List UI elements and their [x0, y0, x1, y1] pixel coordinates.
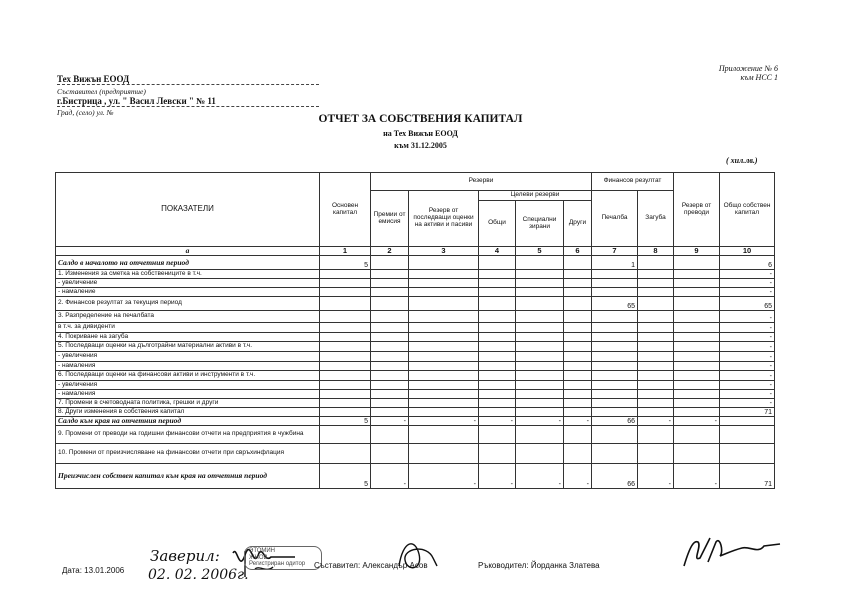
row-cell	[720, 417, 775, 426]
row-label: - увеличения	[56, 352, 320, 362]
row-cell	[674, 444, 720, 464]
row-cell: -	[564, 464, 592, 489]
table-row	[56, 390, 775, 399]
row-cell	[564, 444, 592, 464]
row-cell	[479, 381, 516, 390]
table-row	[56, 426, 775, 444]
row-cell: 5	[320, 256, 371, 270]
equity-report-table	[55, 172, 775, 489]
row-cell: -	[720, 270, 775, 279]
row-cell	[516, 426, 564, 444]
row-cell	[638, 390, 674, 399]
row-cell	[479, 311, 516, 323]
head-signature-icon	[680, 532, 790, 572]
row-cell	[638, 444, 674, 464]
row-cell	[479, 371, 516, 381]
row-cell	[638, 426, 674, 444]
row-cell	[479, 408, 516, 417]
row-cell	[320, 362, 371, 371]
row-cell	[371, 352, 409, 362]
row-cell	[564, 371, 592, 381]
row-label: 3. Разпределение на печалбата	[56, 311, 320, 323]
row-cell	[409, 371, 479, 381]
row-label: - увеличение	[56, 279, 320, 288]
row-cell: -	[409, 464, 479, 489]
annex-line-2: към НСС 1	[740, 73, 778, 82]
row-cell	[592, 371, 638, 381]
row-cell	[409, 279, 479, 288]
row-cell	[674, 270, 720, 279]
row-cell	[592, 352, 638, 362]
row-cell	[564, 399, 592, 408]
row-cell	[409, 323, 479, 333]
row-cell	[516, 270, 564, 279]
row-cell	[479, 426, 516, 444]
row-cell	[638, 352, 674, 362]
row-cell	[674, 288, 720, 297]
header-loss: Загуба	[638, 191, 674, 247]
row-cell	[674, 333, 720, 342]
row-cell	[371, 408, 409, 417]
row-cell: 71	[720, 408, 775, 417]
row-cell: -	[674, 417, 720, 426]
header-premium: Премии от емисия	[371, 191, 409, 247]
row-cell	[516, 444, 564, 464]
row-cell	[371, 270, 409, 279]
table-row	[56, 279, 775, 288]
row-cell	[674, 352, 720, 362]
row-cell	[516, 399, 564, 408]
row-cell	[638, 311, 674, 323]
row-cell	[720, 426, 775, 444]
stamp-line-1: ЭТОМИН	[249, 548, 276, 554]
row-cell	[516, 381, 564, 390]
row-label: - намаления	[56, 390, 320, 399]
row-cell	[320, 399, 371, 408]
row-cell	[320, 444, 371, 464]
row-cell	[674, 426, 720, 444]
row-cell	[479, 323, 516, 333]
row-label: 6. Последващи оценки на финансови активи и инструменти в т.ч.	[56, 371, 320, 381]
row-cell	[320, 408, 371, 417]
row-cell	[479, 352, 516, 362]
row-cell	[638, 270, 674, 279]
col-num: 6	[564, 247, 592, 256]
row-cell	[479, 270, 516, 279]
row-cell	[638, 408, 674, 417]
row-cell	[564, 288, 592, 297]
row-cell	[479, 342, 516, 352]
row-cell: 1	[592, 256, 638, 270]
row-cell	[409, 444, 479, 464]
row-cell	[592, 390, 638, 399]
row-label: 8. Други изменения в собствения капитал	[56, 408, 320, 417]
row-cell: -	[720, 288, 775, 297]
row-cell	[638, 371, 674, 381]
row-cell: 6	[720, 256, 775, 270]
row-cell	[564, 390, 592, 399]
table-row	[56, 381, 775, 390]
table-row	[56, 256, 775, 270]
row-cell	[638, 323, 674, 333]
table-row	[56, 408, 775, 417]
row-cell	[592, 381, 638, 390]
row-cell	[674, 279, 720, 288]
row-cell	[479, 297, 516, 311]
row-cell	[674, 311, 720, 323]
col-num: 10	[720, 247, 775, 256]
row-cell: -	[720, 362, 775, 371]
col-num: а	[56, 247, 320, 256]
row-cell: -	[638, 464, 674, 489]
row-cell	[720, 444, 775, 464]
header-special: Специални зирани	[516, 201, 564, 247]
row-cell	[409, 297, 479, 311]
row-cell	[592, 362, 638, 371]
row-cell	[592, 311, 638, 323]
row-cell	[592, 323, 638, 333]
row-cell	[371, 279, 409, 288]
row-label: 4. Покриване на загуба	[56, 333, 320, 342]
row-cell: -	[720, 342, 775, 352]
row-cell	[371, 256, 409, 270]
row-cell	[479, 444, 516, 464]
row-cell	[409, 342, 479, 352]
row-label: Салдо към края на отчетния период	[56, 417, 320, 426]
row-cell	[320, 381, 371, 390]
subtitle-date: към 31.12.2005	[394, 141, 447, 150]
row-label: 9. Промени от преводи на годишни финансови отчети на предприятия в чужбина	[56, 426, 320, 444]
row-cell	[638, 297, 674, 311]
row-cell	[516, 352, 564, 362]
row-cell	[409, 390, 479, 399]
row-cell	[516, 311, 564, 323]
row-cell: -	[516, 417, 564, 426]
table-row	[56, 342, 775, 352]
row-cell	[479, 279, 516, 288]
company-address: г.Бистрица , ул. " Васил Левски " № 11	[57, 96, 319, 107]
stamp-line-3: Регистриран одитор	[249, 561, 306, 568]
row-cell	[371, 426, 409, 444]
row-cell: -	[720, 371, 775, 381]
row-cell	[592, 279, 638, 288]
handwritten-verified: Заверил:	[150, 547, 220, 565]
header-other: Други	[564, 201, 592, 247]
row-label: 5. Последващи оценки на дълготрайни материални активи в т.ч.	[56, 342, 320, 352]
row-cell	[371, 444, 409, 464]
row-cell	[674, 297, 720, 311]
company-name: Тех Вижън ЕООД	[57, 74, 319, 85]
row-cell	[674, 408, 720, 417]
table-row	[56, 288, 775, 297]
row-cell	[409, 426, 479, 444]
row-label: - намаление	[56, 288, 320, 297]
row-cell	[479, 399, 516, 408]
row-cell	[409, 270, 479, 279]
company-address-caption: Град, (село) ул. №	[57, 108, 114, 117]
row-label: 10. Промени от преизчисляване на финансови отчети при свръхинфлация	[56, 444, 320, 464]
row-cell	[409, 381, 479, 390]
row-cell	[371, 333, 409, 342]
row-cell	[516, 362, 564, 371]
row-cell	[320, 279, 371, 288]
head-name: Йорданка Златева	[530, 561, 600, 570]
row-cell: -	[479, 464, 516, 489]
row-cell	[564, 408, 592, 417]
row-cell	[674, 381, 720, 390]
row-cell	[564, 279, 592, 288]
row-cell	[592, 444, 638, 464]
row-cell	[564, 333, 592, 342]
row-cell	[409, 256, 479, 270]
row-cell	[638, 279, 674, 288]
units-label: ( хил.лв.)	[726, 156, 758, 165]
row-cell	[320, 342, 371, 352]
row-cell	[674, 342, 720, 352]
row-cell	[638, 399, 674, 408]
row-cell: -	[720, 279, 775, 288]
row-cell: -	[371, 417, 409, 426]
row-cell	[516, 256, 564, 270]
company-name-caption: Съставител (предприятие)	[57, 87, 146, 96]
row-cell	[409, 333, 479, 342]
header-translation-reserve: Резерв от преводи	[674, 173, 720, 247]
row-cell: 5	[320, 417, 371, 426]
row-label: 1. Изменения за сметка на собствениците в т.ч.	[56, 270, 320, 279]
row-cell: 66	[592, 417, 638, 426]
row-cell	[320, 270, 371, 279]
row-cell	[516, 333, 564, 342]
table-row	[56, 333, 775, 342]
row-cell	[638, 333, 674, 342]
compiler-name: Александър Асов	[362, 561, 428, 570]
row-cell	[409, 362, 479, 371]
table-row	[56, 311, 775, 323]
row-cell	[564, 342, 592, 352]
stamp-line-2: ЖНОВ	[249, 554, 268, 561]
col-num: 1	[320, 247, 371, 256]
row-cell	[371, 323, 409, 333]
row-cell	[320, 288, 371, 297]
row-cell: 71	[720, 464, 775, 489]
row-cell	[564, 311, 592, 323]
row-cell	[592, 408, 638, 417]
row-cell	[320, 311, 371, 323]
row-cell	[479, 256, 516, 270]
table-row	[56, 444, 775, 464]
row-cell	[564, 270, 592, 279]
row-cell	[320, 390, 371, 399]
col-num: 4	[479, 247, 516, 256]
row-cell	[320, 297, 371, 311]
header-indicators: ПОКАЗАТЕЛИ	[56, 173, 320, 247]
head-label: Ръководител:	[478, 561, 529, 570]
header-reserves: Резерви	[371, 173, 592, 191]
row-cell: -	[720, 333, 775, 342]
col-num: 9	[674, 247, 720, 256]
row-cell	[638, 288, 674, 297]
row-cell	[674, 323, 720, 333]
row-cell: -	[564, 417, 592, 426]
row-cell	[479, 390, 516, 399]
row-cell: -	[720, 390, 775, 399]
row-label: Преизчислен собствен капитал към края на отчетния период	[56, 464, 320, 489]
row-label: в т.ч. за дивиденти	[56, 323, 320, 333]
row-cell: -	[720, 311, 775, 323]
table-row	[56, 417, 775, 426]
row-cell	[371, 311, 409, 323]
row-cell	[516, 408, 564, 417]
row-label: 2. Финансов резултат за текущия период	[56, 297, 320, 311]
row-label: - намаления	[56, 362, 320, 371]
row-cell: -	[479, 417, 516, 426]
row-cell	[371, 297, 409, 311]
table-row	[56, 352, 775, 362]
row-cell	[371, 362, 409, 371]
row-cell	[479, 362, 516, 371]
row-cell	[674, 362, 720, 371]
col-num: 5	[516, 247, 564, 256]
date-label: Дата:	[62, 566, 82, 575]
row-cell	[564, 362, 592, 371]
row-cell: -	[674, 464, 720, 489]
row-cell	[371, 342, 409, 352]
row-cell	[320, 352, 371, 362]
row-cell: -	[409, 417, 479, 426]
table-row	[56, 399, 775, 408]
column-numbers-row	[56, 247, 775, 256]
row-cell	[320, 333, 371, 342]
auditor-stamp	[244, 546, 322, 570]
row-cell	[516, 342, 564, 352]
row-cell	[592, 288, 638, 297]
table-row	[56, 371, 775, 381]
row-cell	[592, 399, 638, 408]
row-cell	[516, 371, 564, 381]
row-label: Салдо в началото на отчетния период	[56, 256, 320, 270]
row-cell	[674, 256, 720, 270]
subtitle-company: на Тех Вижън ЕООД	[383, 129, 458, 138]
row-cell	[320, 426, 371, 444]
compiler-signature-icon	[393, 536, 443, 576]
compiler-label: Съставител:	[314, 561, 361, 570]
row-cell	[638, 342, 674, 352]
row-cell	[516, 279, 564, 288]
row-cell	[564, 381, 592, 390]
row-label: 7. Промени в счетоводната политика, грешки и други	[56, 399, 320, 408]
row-cell	[479, 288, 516, 297]
row-cell	[674, 399, 720, 408]
row-cell: -	[720, 399, 775, 408]
row-cell	[409, 399, 479, 408]
header-main-capital: Основен капитал	[320, 173, 371, 247]
row-cell	[409, 408, 479, 417]
header-general: Общи	[479, 201, 516, 247]
row-cell	[674, 371, 720, 381]
col-num: 8	[638, 247, 674, 256]
row-cell	[479, 333, 516, 342]
table-row	[56, 323, 775, 333]
row-cell	[516, 323, 564, 333]
row-cell: -	[516, 464, 564, 489]
row-cell: -	[720, 352, 775, 362]
row-cell	[638, 362, 674, 371]
row-label: - увеличения	[56, 381, 320, 390]
row-cell	[371, 381, 409, 390]
row-cell	[371, 288, 409, 297]
header-financial-result: Финансов резултат	[592, 173, 674, 191]
row-cell: 65	[720, 297, 775, 311]
col-num: 3	[409, 247, 479, 256]
table-row	[56, 362, 775, 371]
report-date: 13.01.2006	[84, 566, 125, 575]
table-row	[56, 270, 775, 279]
row-cell	[371, 371, 409, 381]
row-cell	[564, 352, 592, 362]
page-title: ОТЧЕТ ЗА СОБСТВЕНИЯ КАПИТАЛ	[318, 113, 523, 125]
table-row	[56, 297, 775, 311]
row-cell	[638, 381, 674, 390]
row-cell	[409, 352, 479, 362]
row-cell	[409, 288, 479, 297]
row-cell	[516, 288, 564, 297]
row-cell	[592, 342, 638, 352]
col-num: 2	[371, 247, 409, 256]
row-cell	[564, 323, 592, 333]
row-cell	[320, 371, 371, 381]
table-row	[56, 464, 775, 489]
row-cell: 5	[320, 464, 371, 489]
row-cell: -	[371, 464, 409, 489]
row-cell	[371, 390, 409, 399]
row-cell: 65	[592, 297, 638, 311]
header-target-reserves: Целеви резерви	[479, 191, 592, 201]
row-cell	[371, 399, 409, 408]
row-cell	[516, 297, 564, 311]
row-cell	[564, 297, 592, 311]
header-profit: Печалба	[592, 191, 638, 247]
row-cell	[638, 256, 674, 270]
row-cell	[592, 333, 638, 342]
row-cell	[674, 390, 720, 399]
row-cell	[320, 323, 371, 333]
header-revaluation: Резерв от последващи оценки на активи и пасиви	[409, 191, 479, 247]
row-cell: -	[720, 381, 775, 390]
row-cell: -	[720, 323, 775, 333]
row-cell	[516, 390, 564, 399]
row-cell	[592, 270, 638, 279]
row-cell	[409, 311, 479, 323]
row-cell	[564, 426, 592, 444]
annex-line-1: Приложение № 6	[718, 64, 778, 73]
col-num: 7	[592, 247, 638, 256]
row-cell: 66	[592, 464, 638, 489]
row-cell	[592, 426, 638, 444]
row-cell	[564, 256, 592, 270]
handwritten-date: 02. 02. 2006г.	[148, 567, 249, 583]
header-total-equity: Общо собствен капитал	[720, 173, 775, 247]
row-cell: -	[638, 417, 674, 426]
